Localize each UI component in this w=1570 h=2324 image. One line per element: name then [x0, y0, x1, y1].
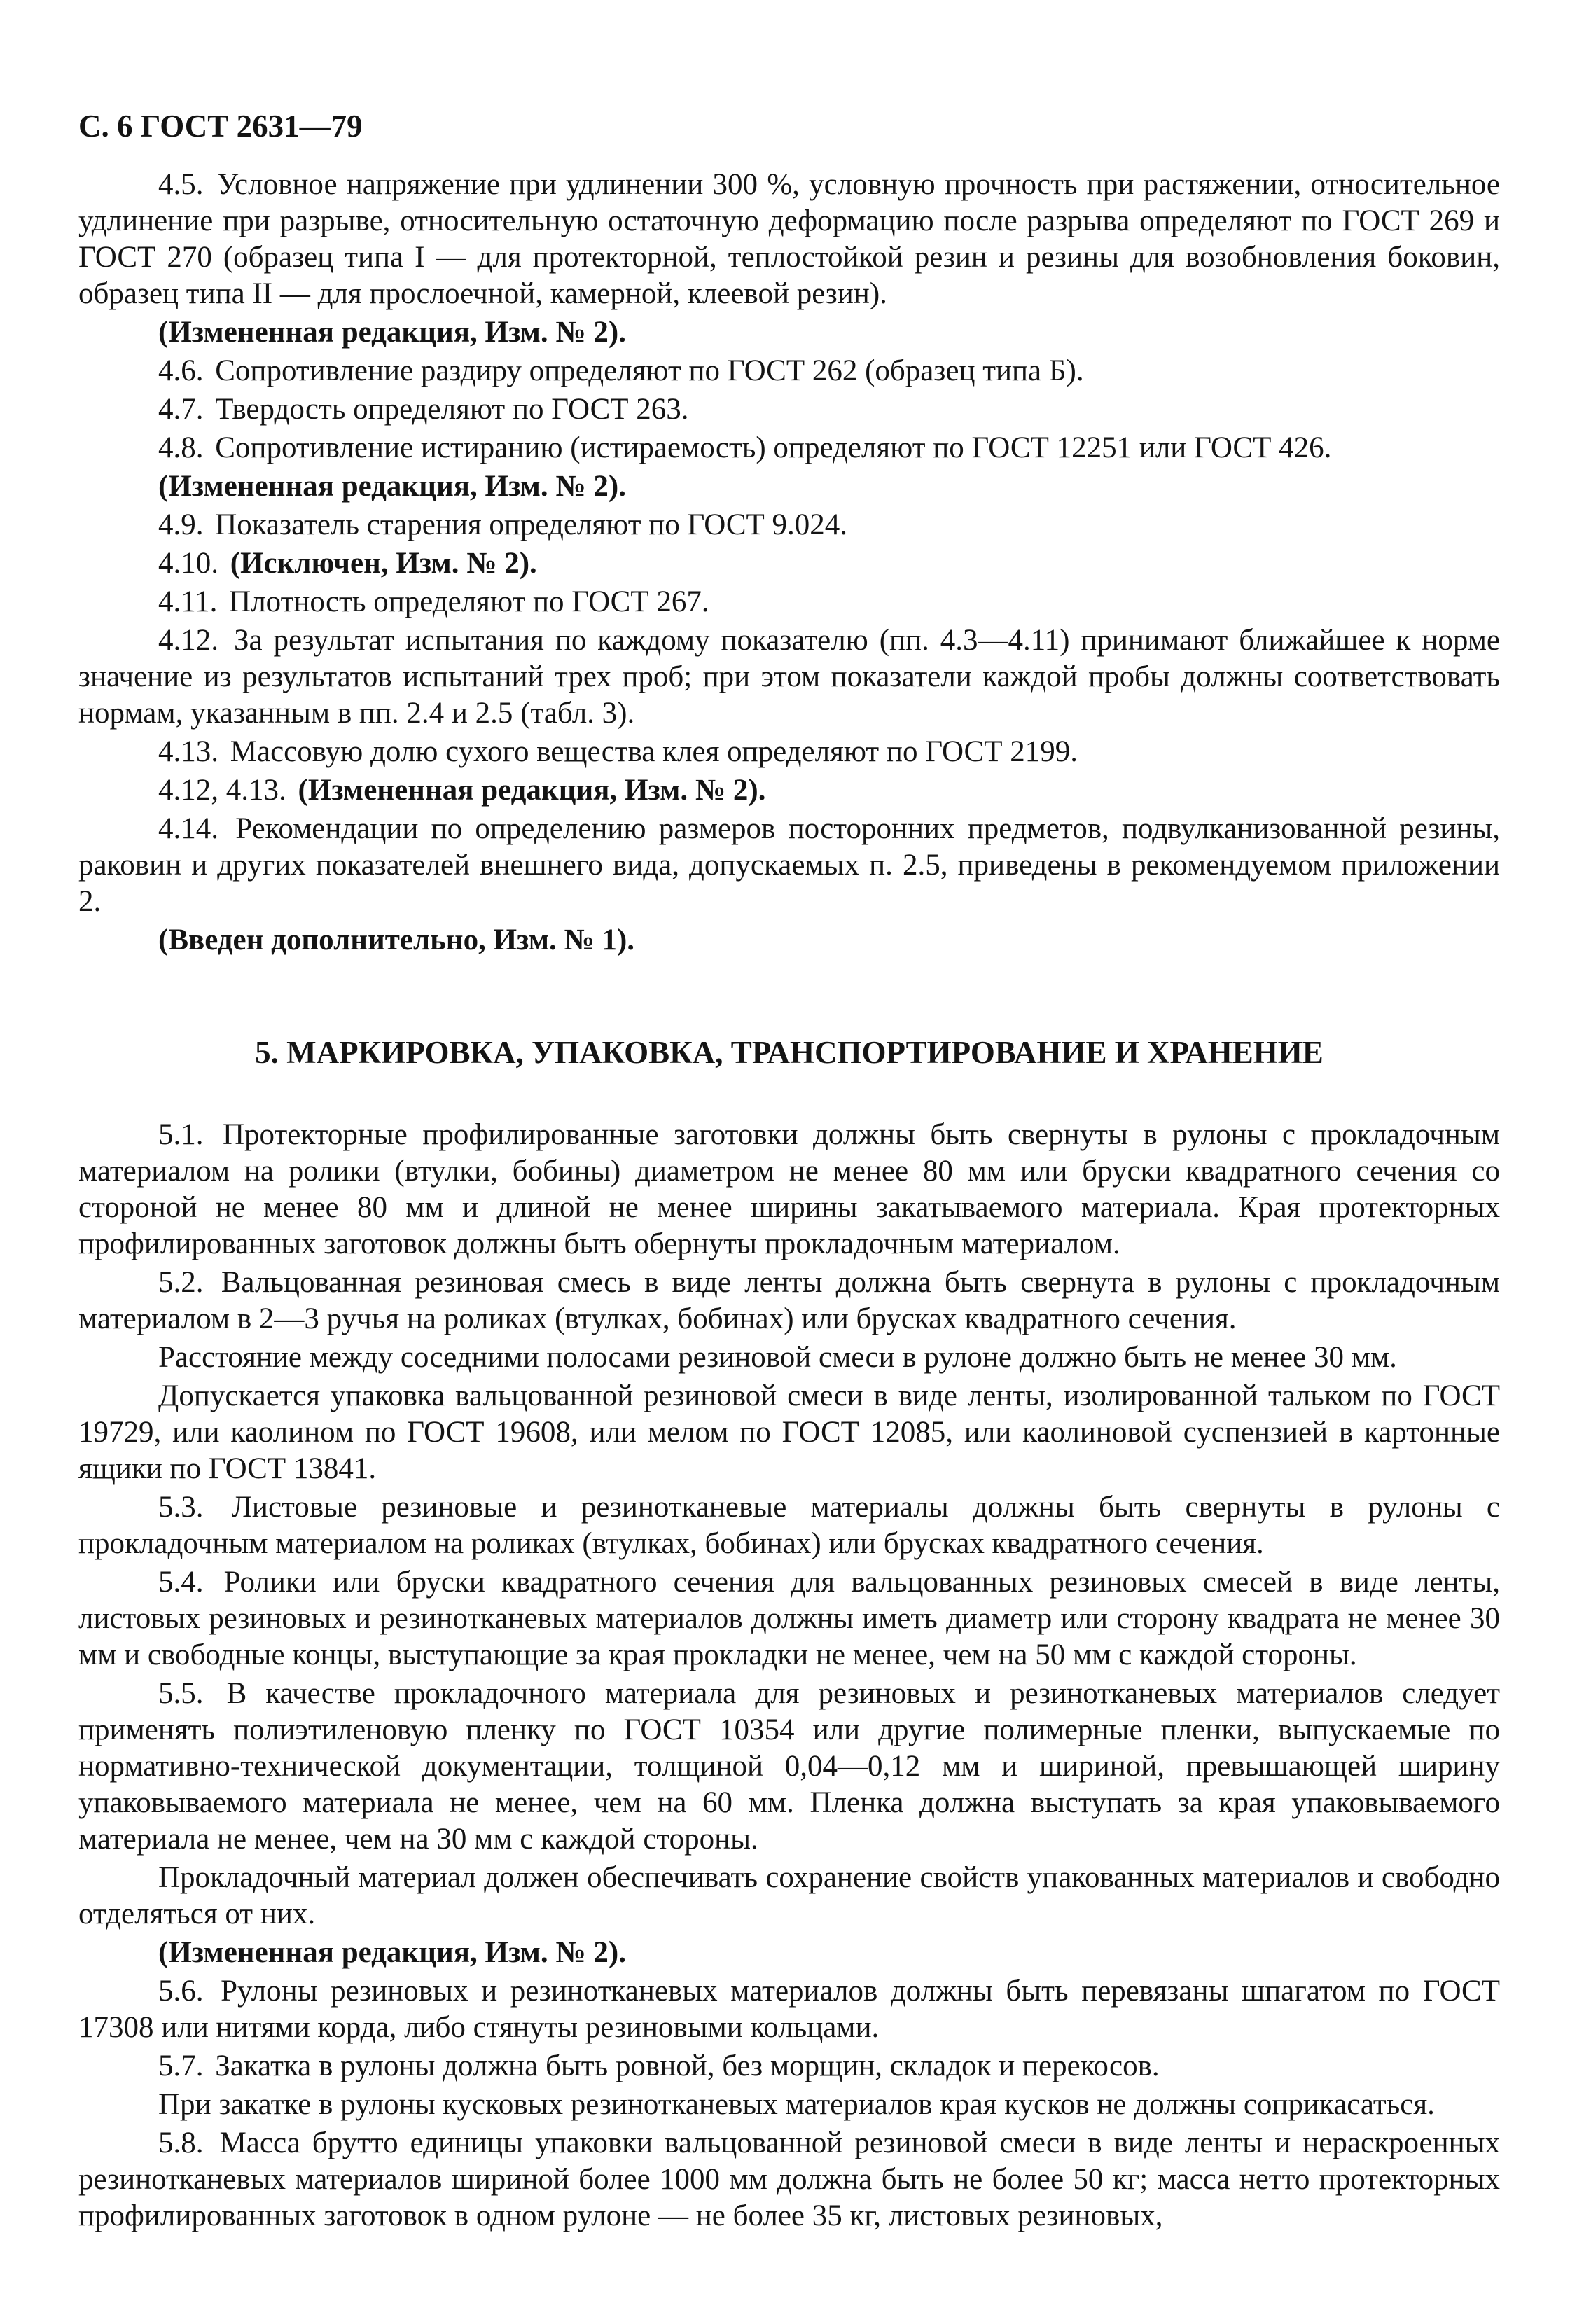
- clause-4-6: [78, 353, 1500, 389]
- clause-number: 5.2.: [158, 1266, 204, 1299]
- clause-5-2: [78, 1265, 1500, 1337]
- clause-text: Вальцованная резиновая смесь в виде ленты должна быть свернута в рулоны с прокладочным материалом в 2—3 ручья на роликах (втулках, бобинах) или брусках квадратного сечения.: [78, 1266, 1501, 1335]
- clause-text: Сопротивление истиранию (истираемость) определяют по ГОСТ 12251 или ГОСТ 426.: [215, 431, 1332, 464]
- clause-number: 4.12.: [158, 624, 218, 657]
- clause-text: Рулоны резиновых и резинотканевых материалов должны быть перевязаны шпагатом по ГОСТ 17308 или нитями корда, либо стянуты резиновыми кольцами.: [78, 1975, 1501, 2044]
- clause-4-8: [78, 430, 1500, 466]
- clause-4-5: [78, 167, 1500, 312]
- clause-text: За результат испытания по каждому показателю (пп. 4.3—4.11) принимают ближайшее к норме значение из результатов испытаний трех проб; при этом показатели каждой пробы должны соответствовать нормам, указанным в пп. 2.4 и 2.5 (табл. 3).: [78, 624, 1500, 730]
- amendment-note: (Измененная редакция, Изм. № 2).: [158, 1936, 626, 1969]
- clause-number: 4.8.: [158, 431, 204, 464]
- clause-number: 5.1.: [158, 1118, 204, 1151]
- clause-text: (Измененная редакция, Изм. № 2).: [298, 774, 766, 807]
- clause-text: (Исключен, Изм. № 2).: [230, 547, 537, 580]
- clause-4-7: [78, 391, 1500, 428]
- clause-5-7: [78, 2048, 1500, 2085]
- clause-number: 5.4.: [158, 1566, 204, 1599]
- clause-number: 4.9.: [158, 508, 204, 541]
- clause-text: Показатель старения определяют по ГОСТ 9.024.: [215, 508, 848, 541]
- clause-number: 4.5.: [158, 168, 204, 201]
- clause-4-12-4-13-note: [78, 772, 1500, 809]
- amendment-note: (Измененная редакция, Изм. № 2).: [158, 470, 626, 503]
- clause-text: Листовые резиновые и резинотканевые материалы должны быть свернуты в рулоны с прокладочным материалом на роликах (втулках, бобинах) или брусках квадратного сечения.: [78, 1491, 1500, 1560]
- clause-text: Протекторные профилированные заготовки должны быть свернуты в рулоны с прокладочным материалом на ролики (втулки, бобины) диаметром не менее 80 мм или бруски квадратного сечения со стороной не менее 80 мм и длиной не менее ширины закатываемого материала. Края протекторных профилированных заготовок должны быть обернуты прокладочным материалом.: [78, 1118, 1501, 1260]
- paragraph: Прокладочный материал должен обеспечивать сохранение свойств упакованных материалов и свободно отделяться от них.: [78, 1861, 1500, 1930]
- amendment-note: (Введен дополнительно, Изм. № 1).: [158, 924, 635, 956]
- clause-5-3: [78, 1489, 1500, 1562]
- clause-5-8: [78, 2125, 1500, 2234]
- page-header: С. 6 ГОСТ 2631—79: [78, 109, 363, 144]
- clause-number: 5.8.: [158, 2127, 204, 2159]
- clause-text: Рекомендации по определению размеров посторонних предметов, подвулканизованной резины, раковин и других показателей внешнего вида, допускаемых п. 2.5, приведены в рекомендуемом приложении 2.: [78, 812, 1500, 918]
- paragraph: Допускается упаковка вальцованной резиновой смеси в виде ленты, изолированной тальком по ГОСТ 19729, или каолином по ГОСТ 19608, или мелом по ГОСТ 12085, или каолиновой суспензией в картонные ящики по ГОСТ 13841.: [78, 1379, 1500, 1485]
- clause-text: Масса брутто единицы упаковки вальцованной резиновой смеси в виде ленты и нераскроенных резинотканевых материалов шириной более 1000 мм должна быть не более 50 кг; масса нетто протекторных профилированных заготовок в одном рулоне — не более 35 кг, листовых резиновых,: [78, 2127, 1500, 2232]
- document-page: [78, 105, 1500, 2236]
- clause-text: Массовую долю сухого вещества клея определяют по ГОСТ 2199.: [230, 735, 1078, 768]
- clause-number: 4.13.: [158, 735, 218, 768]
- clause-text: Плотность определяют по ГОСТ 267.: [229, 585, 709, 618]
- clause-number: 5.7.: [158, 2050, 204, 2082]
- amendment-note: (Измененная редакция, Изм. № 2).: [158, 316, 626, 349]
- clause-text: Сопротивление раздиру определяют по ГОСТ 262 (образец типа Б).: [215, 354, 1084, 387]
- clause-number: 4.10.: [158, 547, 218, 580]
- clause-number: 5.3.: [158, 1491, 204, 1524]
- section-heading: 5. МАРКИРОВКА, УПАКОВКА, ТРАНСПОРТИРОВАНИЕ И ХРАНЕНИЕ: [255, 1035, 1324, 1070]
- clause-4-10: [78, 545, 1500, 582]
- clause-number: 4.6.: [158, 354, 204, 387]
- clause-number: 4.7.: [158, 393, 204, 426]
- clause-4-13: [78, 734, 1500, 770]
- paragraph: При закатке в рулоны кусковых резинотканевых материалов края кусков не должны соприкасаться.: [158, 2088, 1435, 2121]
- clause-5-4: [78, 1564, 1500, 1674]
- clause-number: 5.6.: [158, 1975, 204, 2008]
- clause-text: Ролики или бруски квадратного сечения для вальцованных резиновых смесей в виде ленты, листовых резиновых и резинотканевых материалов должны иметь диаметр или сторону квадрата не менее 30 мм и свободные концы, выступающие за края прокладки не менее, чем на 50 мм с каждой стороны.: [78, 1566, 1500, 1671]
- clause-text: Твердость определяют по ГОСТ 263.: [215, 393, 689, 426]
- clause-4-14: [78, 811, 1500, 920]
- clause-text: Условное напряжение при удлинении 300 %, условную прочность при растяжении, относительное удлинение при разрыве, относительную остаточную деформацию после разрыва определяют по ГОСТ 269 и ГОСТ 270 (образец типа I — для протекторной, теплостойкой резин и резины для возобновления боковин, образец типа II — для прослоечной, камерной, клеевой резин).: [78, 168, 1501, 310]
- clause-5-5: [78, 1676, 1500, 1858]
- clause-5-6: [78, 1973, 1500, 2046]
- clause-number: 4.11.: [158, 585, 218, 618]
- clause-number: 5.5.: [158, 1677, 204, 1710]
- paragraph: Расстояние между соседними полосами резиновой смеси в рулоне должно быть не менее 30 мм.: [158, 1341, 1397, 1374]
- clause-4-11: [78, 584, 1500, 620]
- clause-text: Закатка в рулоны должна быть ровной, без морщин, складок и перекосов.: [215, 2050, 1160, 2082]
- clause-number: 4.14.: [158, 812, 218, 845]
- clause-5-1: [78, 1117, 1500, 1262]
- clause-4-12: [78, 622, 1500, 732]
- clause-number: 4.12, 4.13.: [158, 774, 286, 807]
- clause-text: В качестве прокладочного материала для резиновых и резинотканевых материалов следует применять полиэтиленовую пленку по ГОСТ 10354 или другие полимерные пленки, выпускаемые по нормативно-технической документации, толщиной 0,04—0,12 мм и шириной, превышающей ширину упаковываемого материала не менее, чем на 60 мм. Пленка должна выступать за края упаковываемого материала не менее, чем на 30 мм с каждой стороны.: [78, 1677, 1500, 1856]
- clause-4-9: [78, 507, 1500, 543]
